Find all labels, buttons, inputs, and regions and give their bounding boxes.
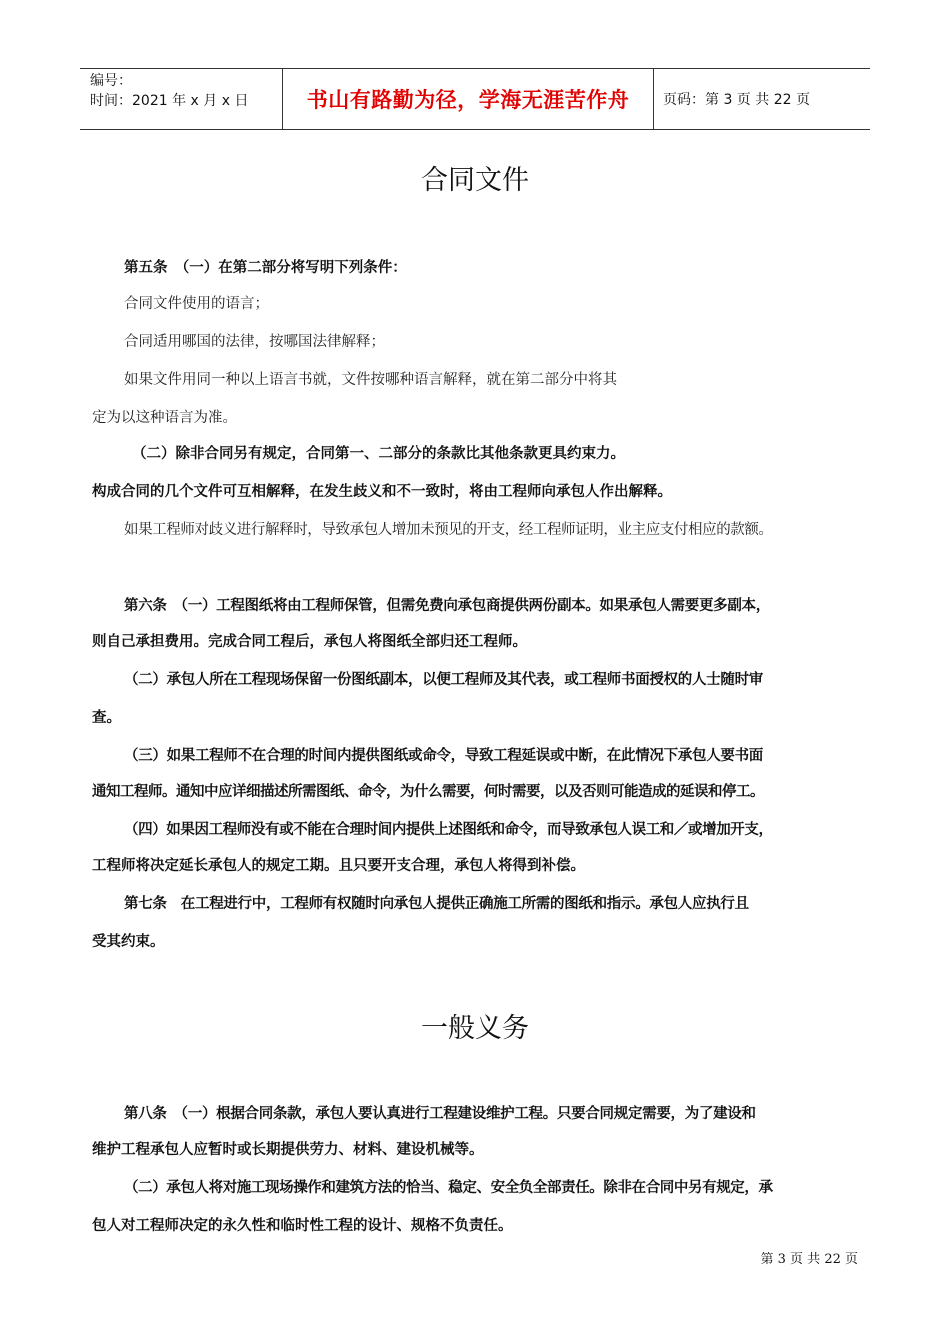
paragraph-line: 则自己承担费用。完成合同工程后，承包人将图纸全部归还工程师。 bbox=[92, 634, 527, 650]
header-time: 时间：2021 年 x 月 x 日 bbox=[90, 93, 249, 109]
paragraph-line: 工程师将决定延长承包人的规定工期。且只要开支合理，承包人将得到补偿。 bbox=[92, 858, 585, 874]
paragraph-line: （四）如果因工程师没有或不能在合理时间内提供上述图纸和命令，而导致承包人误工和／或增加开支， bbox=[124, 822, 773, 838]
paragraph-line: 包人对工程师决定的永久性和临时性工程的设计、规格不负责任。 bbox=[92, 1218, 513, 1234]
paragraph-line: 第六条 （一）工程图纸将由工程师保管，但需免费向承包商提供两份副本。如果承包人需要更多副本， bbox=[124, 598, 770, 614]
paragraph-line: 查。 bbox=[92, 710, 121, 726]
paragraph-line: 合同适用哪国的法律，按哪国法律解释； bbox=[124, 334, 385, 350]
paragraph-line: 定为以这种语言为准。 bbox=[92, 410, 237, 426]
paragraph-line: 受其约束。 bbox=[92, 934, 165, 950]
paragraph-line: 合同文件使用的语言； bbox=[124, 296, 269, 312]
header-motto: 书山有路勤为径，学海无涯苦作舟 bbox=[282, 69, 654, 129]
paragraph-line: 维护工程承包人应暂时或长期提供劳力、材料、建设机械等。 bbox=[92, 1142, 484, 1158]
page-header bbox=[80, 68, 870, 130]
paragraph-line: 第七条 在工程进行中，工程师有权随时向承包人提供正确施工所需的图纸和指示。承包人应执行且 bbox=[124, 896, 749, 912]
paragraph-line: 第五条 （一）在第二部分将写明下列条件： bbox=[124, 260, 407, 276]
header-page: 页码：第 3 页 共 22 页 bbox=[663, 92, 810, 108]
section-title-general-obligations: 一般义务 bbox=[421, 1013, 529, 1044]
paragraph-line: （三）如果工程师不在合理的时间内提供图纸或命令，导致工程延误或中断，在此情况下承包人要书面 bbox=[124, 748, 763, 764]
paragraph-line: 如果文件用同一种以上语言书就，文件按哪种语言解释，就在第二部分中将其 bbox=[124, 372, 617, 388]
paragraph-line: 通知工程师。通知中应详细描述所需图纸、命令，为什么需要，何时需要，以及否则可能造成的延误和停工。 bbox=[92, 784, 764, 800]
paragraph-line: （二）承包人将对施工现场操作和建筑方法的恰当、稳定、安全负全部责任。除非在合同中另有规定，承 bbox=[124, 1180, 773, 1196]
paragraph-line: （二）除非合同另有规定，合同第一、二部分的条款比其他条款更具约束力。 bbox=[132, 446, 625, 462]
header-meta bbox=[80, 69, 282, 129]
paragraph-line: （二）承包人所在工程现场保留一份图纸副本，以便工程师及其代表，或工程师书面授权的人士随时审 bbox=[124, 672, 763, 688]
paragraph-line: 构成合同的几个文件可互相解释，在发生歧义和不一致时，将由工程师向承包人作出解释。 bbox=[92, 484, 672, 500]
section-title-contract-documents: 合同文件 bbox=[421, 165, 529, 196]
page-footer: 第 3 页 共 22 页 bbox=[760, 1252, 858, 1267]
paragraph-line: 如果工程师对歧义进行解释时，导致承包人增加未预见的开支，经工程师证明，业主应支付相应的款额。 bbox=[124, 522, 773, 538]
header-code: 编号： bbox=[90, 73, 132, 89]
paragraph-line: 第八条 （一）根据合同条款，承包人要认真进行工程建设维护工程。只要合同规定需要，为了建设和 bbox=[124, 1106, 756, 1122]
